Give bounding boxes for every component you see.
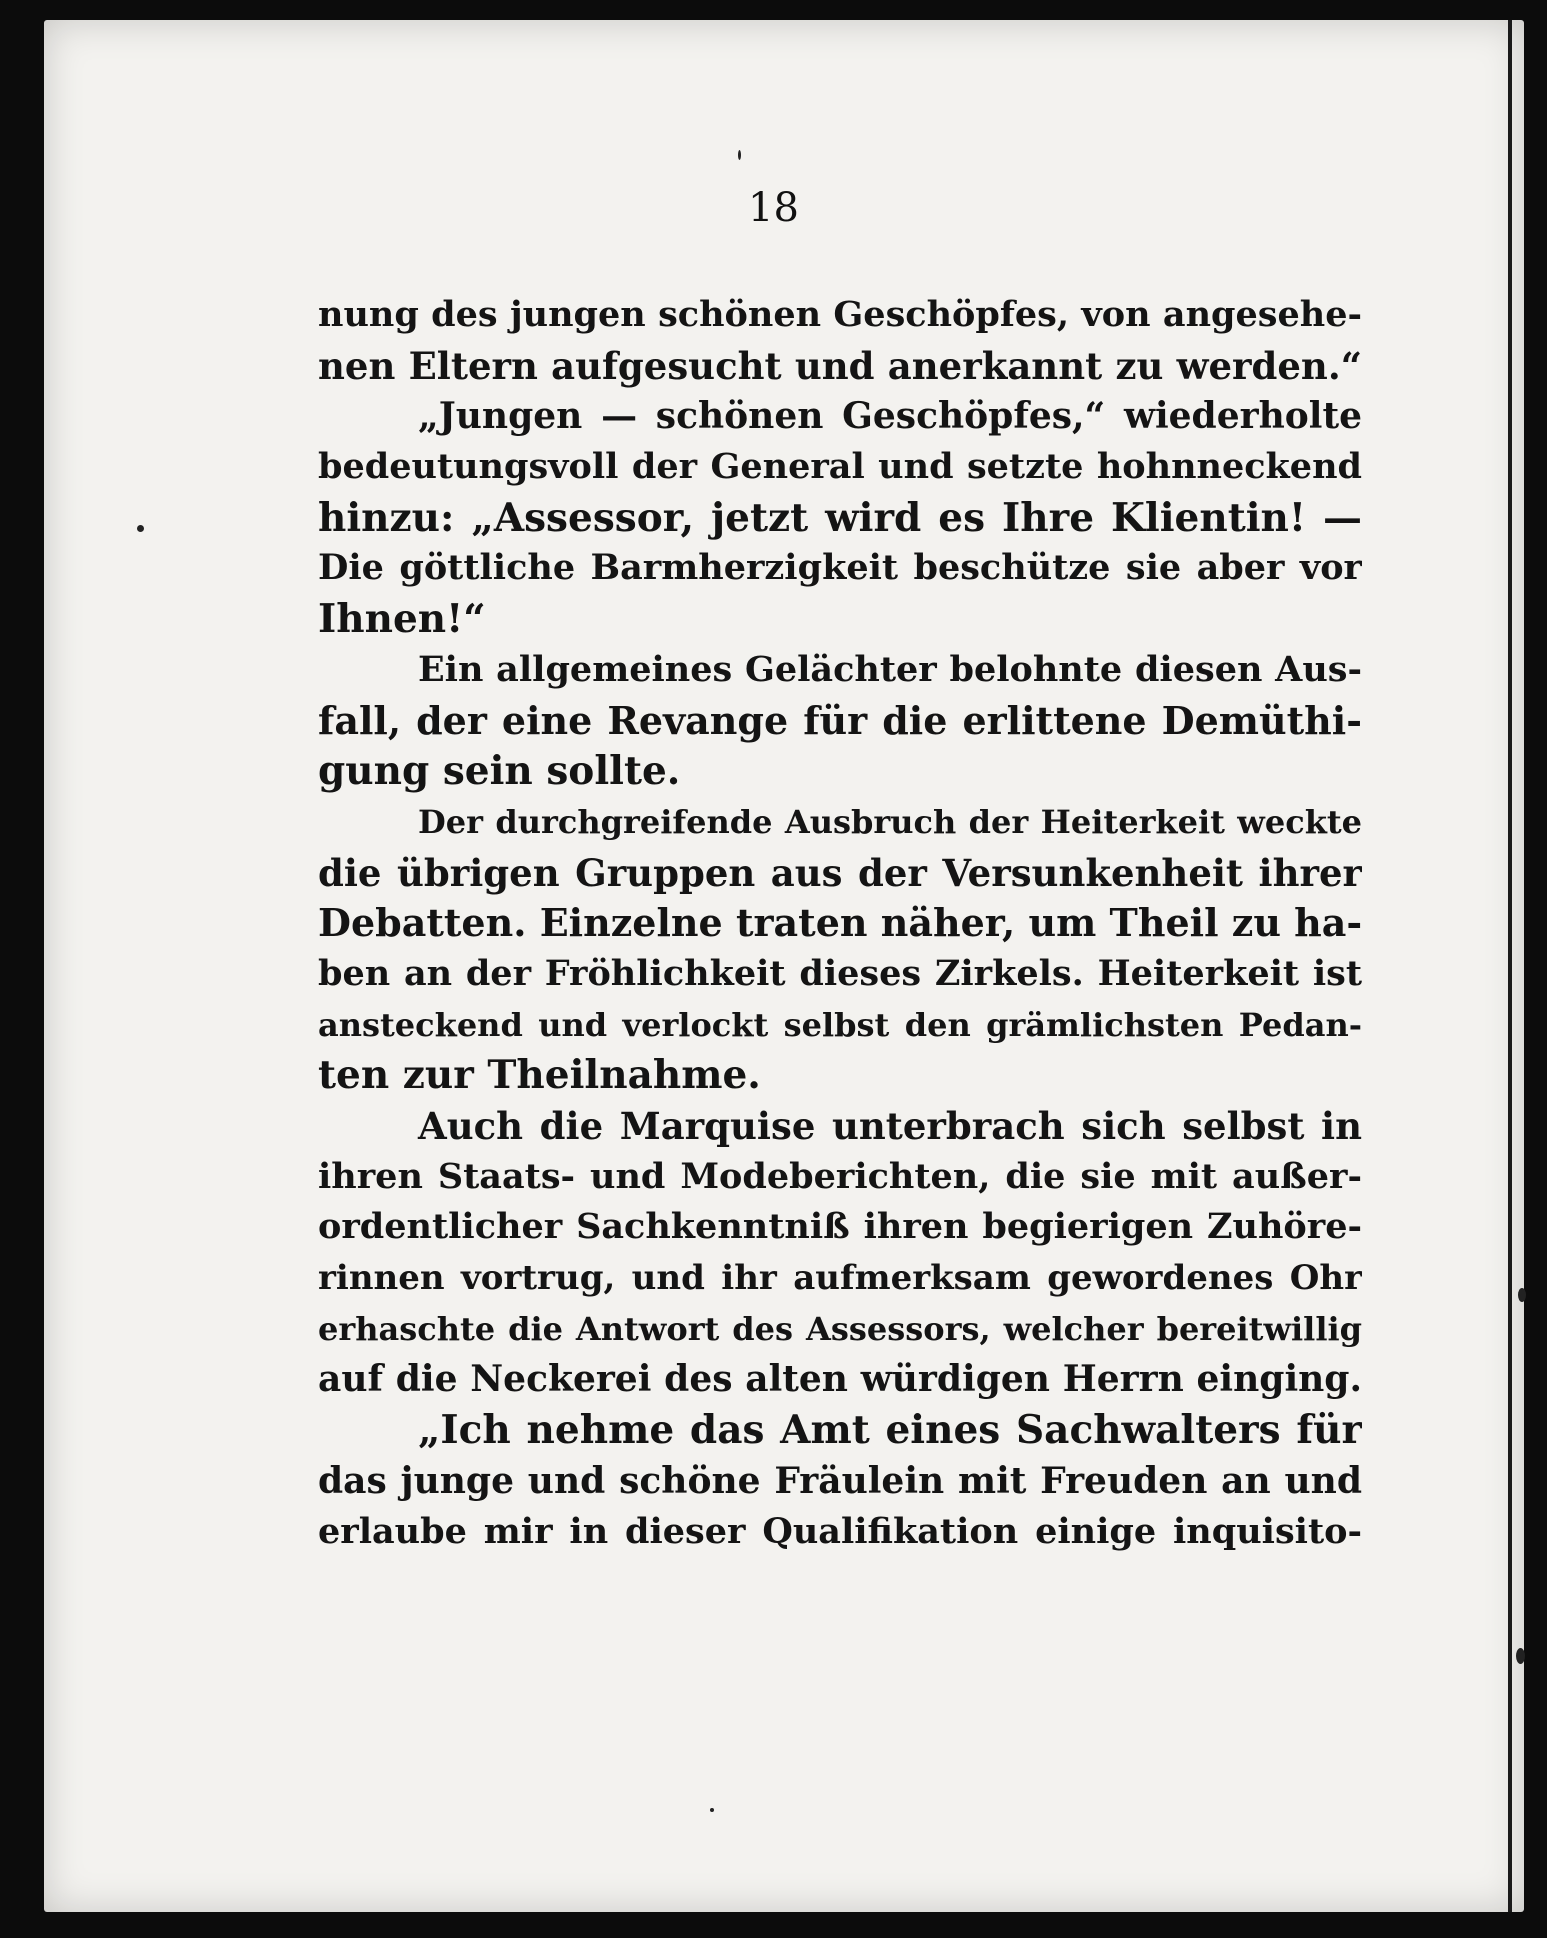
text-line: „Jungen — schönen Geschöpfes,“ wiederholte xyxy=(418,395,1362,438)
text-line: erhaschte die Antwort des Assessors, welcher bereitwillig xyxy=(318,1309,1362,1348)
text-line: ihren Staats- und Modeberichten, die sie mit außer- xyxy=(318,1155,1362,1197)
body-text xyxy=(318,290,1362,1557)
scan-speck xyxy=(1518,1288,1526,1302)
text-line: bedeutungsvoll der General und setzte hohnneckend xyxy=(318,446,1362,488)
page-edge-shadow xyxy=(1508,20,1512,1912)
text-line: gung sein sollte. xyxy=(318,748,681,795)
text-line: nen Eltern aufgesucht und anerkannt zu werden.“ xyxy=(318,343,1362,388)
text-line: Auch die Marquise unterbrach sich selbst in xyxy=(418,1104,1362,1148)
text-line: nung des jungen schönen Geschöpfes, von angesehe- xyxy=(318,294,1362,335)
text-line: auf die Neckerei des alten würdigen Herrn einging. xyxy=(318,1358,1362,1401)
scan-speck xyxy=(1516,1648,1525,1664)
text-line: ben an der Fröhlichkeit dieses Zirkels. Heiterkeit ist xyxy=(318,952,1362,994)
text-line: das junge und schöne Fräulein mit Freuden an und xyxy=(318,1459,1362,1502)
text-line: ten zur Theilnahme. xyxy=(318,1052,761,1099)
scan-speck xyxy=(137,525,144,532)
text-line: Ein allgemeines Gelächter belohnte diesen Aus- xyxy=(418,648,1362,690)
text-line: Debatten. Einzelne traten näher, um Theil zu ha- xyxy=(318,900,1362,946)
text-line: rinnen vortrug, und ihr aufmerksam gewordenes Ohr xyxy=(318,1258,1362,1299)
scan-speck xyxy=(738,150,741,160)
text-line: Der durchgreifende Ausbruch der Heiterkeit weckte xyxy=(418,802,1362,841)
text-line: ordentlicher Sachkenntniß ihren begierigen Zuhöre- xyxy=(318,1206,1362,1248)
text-line: Die göttliche Barmherzigkeit beschütze sie aber vor xyxy=(318,547,1362,589)
text-line: fall, der eine Revange für die erlittene Demüthi- xyxy=(318,697,1362,743)
text-line: die übrigen Gruppen aus der Versunkenheit ihrer xyxy=(318,850,1362,895)
page-number: 18 xyxy=(748,185,799,231)
text-line: ansteckend und verlockt selbst den grämlichsten Pedan- xyxy=(318,1005,1362,1044)
text-line: „Ich nehme das Amt eines Sachwalters für xyxy=(418,1407,1362,1454)
text-line: erlaube mir in dieser Qualifikation einige inquisito- xyxy=(318,1510,1362,1552)
scan-speck xyxy=(710,1808,714,1812)
text-line: hinzu: „Assessor, jetzt wird es Ihre Klientin! — xyxy=(318,494,1362,541)
text-line: Ihnen!“ xyxy=(318,596,486,643)
